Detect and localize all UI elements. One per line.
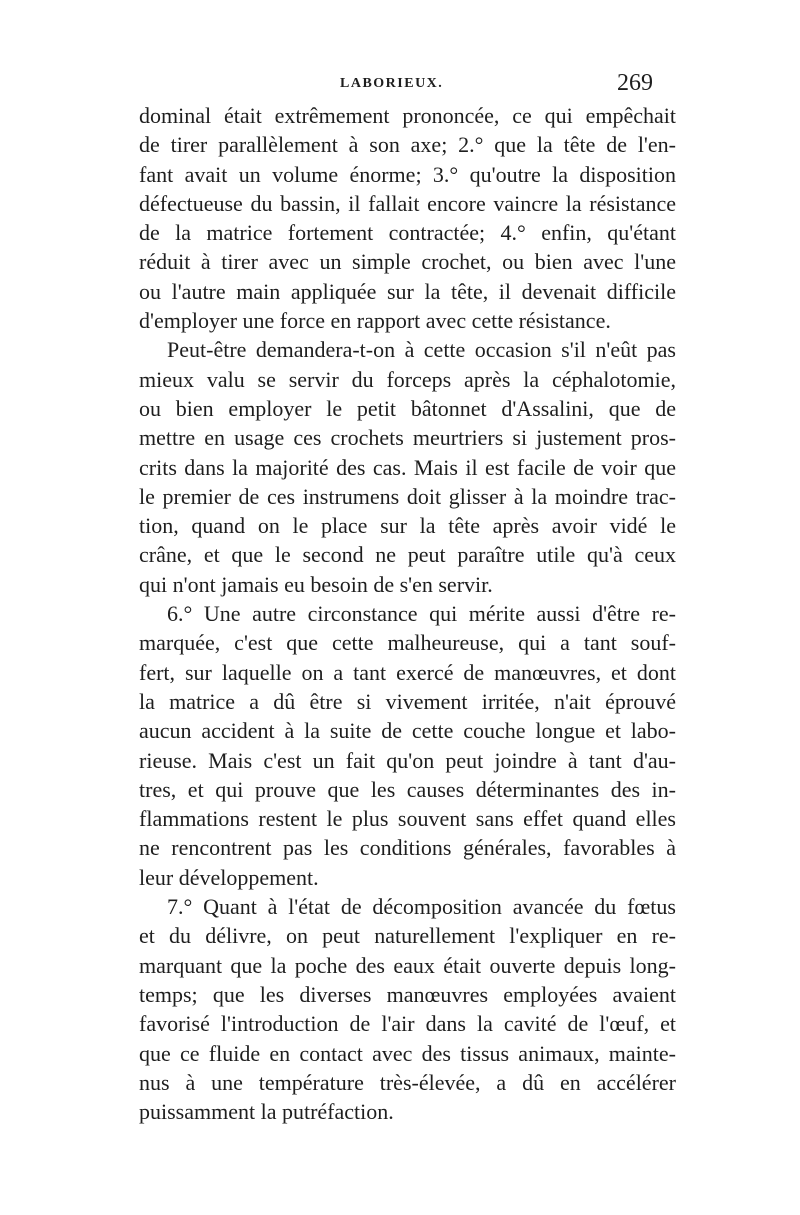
text-line: la matrice a dû être si vivement irritée, n'ait éprouvé <box>139 688 676 714</box>
text-line: rieuse. Mais c'est un fait qu'on peut joindre à tant d'au- <box>139 747 676 773</box>
text-line: de la matrice fortement contractée; 4.° enfin, qu'étant <box>139 220 676 246</box>
text-line: mieux valu se servir du forceps après la céphalotomie, <box>139 366 676 392</box>
text-line: tres, et qui prouve que les causes déterminantes des in- <box>139 776 676 802</box>
text-line: leur développement. <box>139 864 319 890</box>
text-line: de tirer parallèlement à son axe; 2.° que la tête de l'en- <box>139 132 676 158</box>
text-line: d'employer une force en rapport avec cette résistance. <box>139 308 611 334</box>
text-line: puissamment la putréfaction. <box>139 1099 394 1125</box>
text-line: ou l'autre main appliquée sur la tête, il devenait difficile <box>139 278 676 304</box>
text-line: le premier de ces instrumens doit glisser à la moindre trac- <box>139 483 676 509</box>
text-line: favorisé l'introduction de l'air dans la cavité de l'œuf, et <box>139 1011 676 1037</box>
text-line: temps; que les diverses manœuvres employées avaient <box>139 981 676 1007</box>
text-line: crâne, et que le second ne peut paraître utile qu'à ceux <box>139 542 676 568</box>
text-line: marquant que la poche des eaux était ouverte depuis long- <box>139 952 676 978</box>
text-line: défectueuse du bassin, il fallait encore vaincre la résistance <box>139 190 676 216</box>
running-head: LABORIEUX. <box>340 76 444 91</box>
text-line: aucun accident à la suite de cette couche longue et labo- <box>139 718 676 744</box>
text-line: et du délivre, on peut naturellement l'expliquer en re- <box>139 923 676 949</box>
text-line: crits dans la majorité des cas. Mais il est facile de voir que <box>139 454 676 480</box>
text-line: ne rencontrent pas les conditions générales, favorables à <box>139 835 676 861</box>
text-line: 7.° Quant à l'état de décomposition avancée du fœtus <box>167 894 676 920</box>
text-line: nus à une température très-élevée, a dû en accélérer <box>139 1069 676 1095</box>
text-line: fert, sur laquelle on a tant exercé de manœuvres, et dont <box>139 659 676 685</box>
text-line: fant avait un volume énorme; 3.° qu'outre la disposition <box>139 161 676 187</box>
text-line: ou bien employer le petit bâtonnet d'Assalini, que de <box>139 395 676 421</box>
body-text <box>139 101 676 1126</box>
text-line: qui n'ont jamais eu besoin de s'en servir. <box>139 571 493 597</box>
text-line: que ce fluide en contact avec des tissus animaux, mainte- <box>139 1040 676 1066</box>
text-line: mettre en usage ces crochets meurtriers si justement pros- <box>139 425 676 451</box>
text-line: marquée, c'est que cette malheureuse, qui a tant souf- <box>139 630 676 656</box>
page-number: 269 <box>617 70 653 96</box>
text-line: flammations restent le plus souvent sans effet quand elles <box>139 806 676 832</box>
text-line: 6.° Une autre circonstance qui mérite aussi d'être re- <box>167 601 676 627</box>
text-line: Peut-être demandera-t-on à cette occasion s'il n'eût pas <box>167 337 676 363</box>
text-line: dominal était extrêmement prononcée, ce qui empêchait <box>139 103 676 128</box>
text-line: tion, quand on le place sur la tête après avoir vidé le <box>139 513 676 539</box>
text-line: réduit à tirer avec un simple crochet, ou bien avec l'une <box>139 249 676 275</box>
